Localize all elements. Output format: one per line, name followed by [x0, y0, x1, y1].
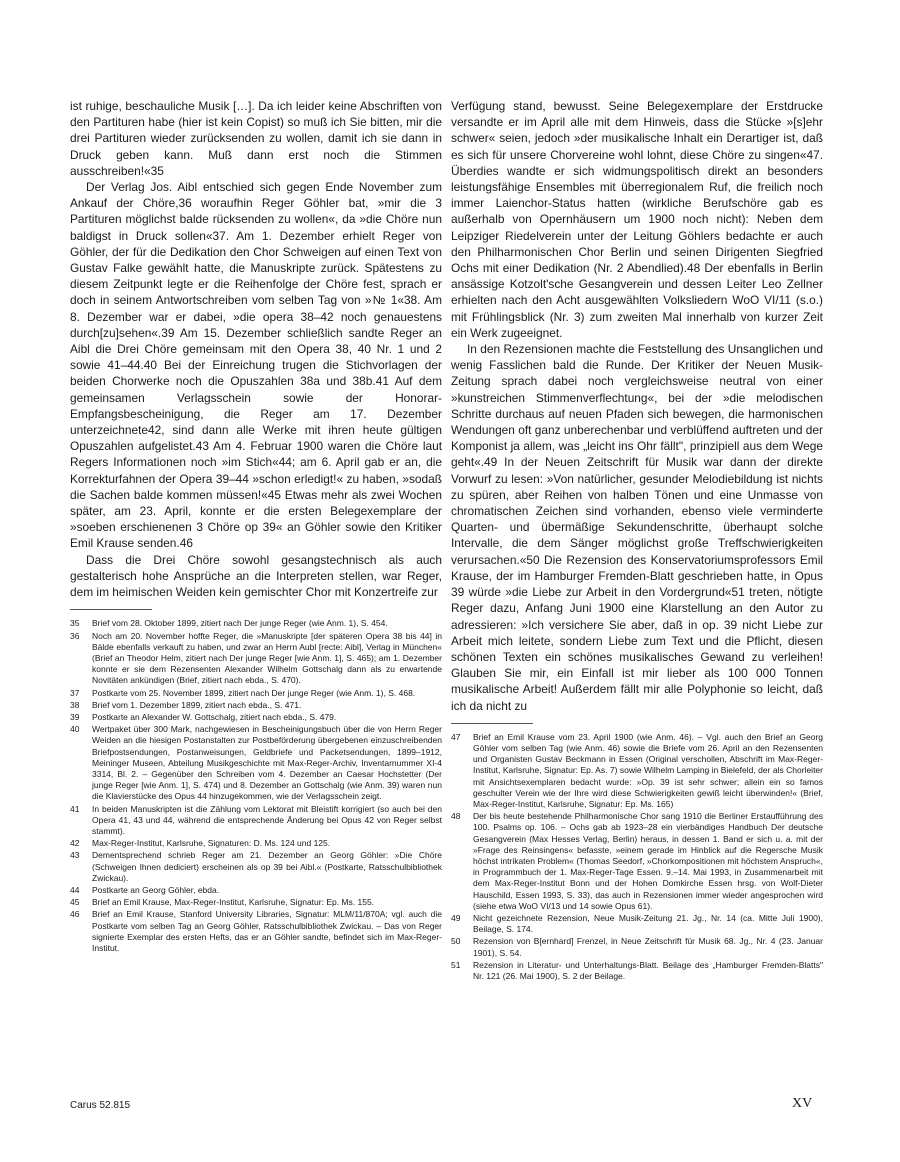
footnote [70, 631, 442, 687]
footnote-text: Brief vom 1. Dezember 1899, zitiert nach ebda., S. 471. [92, 699, 302, 710]
footnote [70, 618, 442, 629]
footnote-number: 45 [70, 897, 80, 908]
footnote-number: 39 [70, 711, 80, 722]
left-body-text [70, 98, 442, 600]
footnote-text: Postkarte an Georg Göhler, ebda. [92, 884, 220, 895]
footnote [451, 913, 823, 935]
footnote-text: Postkarte an Alexander W. Gottschalg, zitiert nach ebda., S. 479. [92, 711, 337, 722]
footnote [70, 804, 442, 838]
footnote-number: 43 [70, 850, 80, 861]
page-number: XV [792, 1096, 813, 1111]
footnote-rule [451, 723, 533, 724]
footnote [70, 724, 442, 802]
footnote-number: 40 [70, 724, 80, 735]
footnote [70, 700, 442, 711]
footnote-text: Brief an Emil Krause vom 23. April 1900 (wie Anm. 46). – Vgl. auch den Brief an Georg Göhler vom selben Tag (wie Anm. 46) sowie die Briefe vom 26. April an den Rezensenten und Organisten Gustav Beckmann in Essen (Original verschollen, Abschrift im Max-Reger-Institut, Karlsruhe, Signatur: Ep. As. 7) sowie Wilhelm Lamping in Bielefeld, der als Chorleiter mit Ansichtsexemplaren bedacht wurde: »Op. 39 ist sehr schwer; allein ein so famos geschulter Verein wie der Ihre wird diese Schwierigkeiten gewiß leicht überwinden!« (Brief, Max-Reger-Institut, Karlsruhe, Signatur: Ep. Ms. 165) [473, 731, 823, 809]
footnote-text: Max-Reger-Institut, Karlsruhe, Signaturen: D. Ms. 124 und 125. [92, 838, 331, 849]
paragraph: Verfügung stand, bewusst. Seine Belegexemplare der Erstdrucke versandte er im April alle mit dem Hinweis, dass die Stücke »[s]ehr schwer« seien, jedoch »der musikalische Inhalt ein Derartiger ist, daß es sich für unsere Chorvereine wohl lohnt, diese Chöre zu singen«47. Überdies wandte er sich widmungspolitisch direkt an besonders leistungsfähige Ensembles mit überregionalem Ruf, die freilich noch immer Laienchor-Status hatten (wirkliche Berufschöre gab es außerhalb von Opernhäusern um 1900 noch nicht): Neben dem Leipziger Riedelverein unter der Leitung Göhlers bedachte er auch den Philharmonischen Chor Berlin und seinen Dirigenten Siegfried Ochs mit einer Dedikation (Nr. 2 Abendlied).48 Der ebenfalls in Berlin ansässige Kotzolt'sche Gesangverein und dessen Leiter Leo Zellner erhielten nach den Acht ausgewählten Volksliedern WoO VI/11 (s.o.) mit Frühlingsblick (Nr. 3) zum zweiten Mal innerhalb von kurzer Zeit ein Werk zugeeignet. [451, 99, 823, 340]
footnote-text: Nicht gezeichnete Rezension, Neue Musik-Zeitung 21. Jg., Nr. 14 (ca. Mitte Juli 1900), Beilage, S. 174. [473, 912, 823, 935]
footnote [451, 811, 823, 912]
footnote-text: Der bis heute bestehende Philharmonische Chor sang 1910 die Berliner Erstaufführung des 100. Psalms op. 106. – Ochs gab ab 1923–28 ein vierbändiges Handbuch Der deutsche Gesangverein (Max Hesses Verlag, Berlin) heraus, in dessen 1. Band er sich u. a. mit der »Frage des Reinsingens« befasste, »einem gerade im Hinblick auf die Regersche Musik höchst intrikaten Problem« (Thomas Seedorf, »Chorkompositionen mit höchstem Anspruch«, in Programmbuch der 1. Max-Reger-Tage Essen. 9.–14. Mai 1993, in Zusammenarbeit mit dem Max-Reger-Institut Bonn und der Hohen Domkirche Essen hrsg. von Wolf-Dieter Hauschild, Essen 1993, S. 33), das auch in Rezensionen immer wieder angesprochen wird (siehe etwa WoO VI/13 und 14 sowie Opus 61). [473, 811, 823, 911]
footnote-number: 44 [70, 884, 80, 895]
paragraph: Der Verlag Jos. Aibl entschied sich gegen Ende November zum Ankauf der Chöre,36 woraufhin Reger Göhler bat, »mir die 3 Partituren möglichst balde rücksenden zu wollen«, da »die Chöre nun baldigst in Druck sollen«37. Am 1. Dezember erhielt Reger von Göhler, der für die Dedikation den Chor Schweigen auf einen Text von Gustav Falke gewählt hatte, die Manuskripte zurück. Spätestens zu diesem Zeitpunkt legte er die Reihenfolge der Chöre fest, sprach er doch in seinem Antwortschreiben vom selben Tag von »№ 1«38. Am 8. Dezember war er dabei, »die opera 38–42 noch genauestens durch[zu]sehen«.39 Am 15. Dezember schließlich sandte Reger an Aibl die Drei Chöre gemeinsam mit den Opera 38, 40 Nr. 1 und 2 sowie 41–44.40 Bei der Einreichung trugen die Stichvorlagen der beiden Chorwerke noch die Opuszahlen 38a und 38b.41 Auf dem gemeinsamen Verlagsschein sowie der Honorar-Empfangsbescheinigung, die Reger am 17. Dezember unterzeichnete42, sind dann alle Werke mit ihren heute gültigen Opuszahlen aufgelistet.43 Am 4. Februar 1900 waren die Chöre laut Regers Informationen noch »im Stich«44; am 6. April gab er an, die Korrekturfahnen der Opera 39–44 »schon erledigt!« zu haben, »sodaß die Sachen balde kommen müssen!«45 Etwas mehr als zwei Wochen später, am 23. April, konnte er die ersten Belegexemplare der »soeben erschienenen 3 Chöre op 39« an Göhler sowie den Kritiker Emil Krause senden.46 [70, 180, 442, 551]
paragraph: Dass die Drei Chöre sowohl gesangstechnisch als auch gestalterisch hohe Ansprüche an die Interpreten stellen, war Reger, dem im heimischen Weiden kein gemischter Chor mit Konzertreife zur [70, 552, 442, 600]
footnote-text: In beiden Manuskripten ist die Zählung vom Lektorat mit Bleistift korrigiert (so auch bei den Opera 41, 43 und 44, während die entsprechende Änderung bei Opus 42 von Reger selbst stammt). [92, 803, 442, 836]
footnote-rule [70, 609, 152, 610]
footnote-text: Rezension von B[ernhard] Frenzel, in Neue Zeitschrift für Musik 68. Jg., Nr. 4 (23. Januar 1901), S. 54. [473, 936, 823, 958]
footnote-number: 51 [451, 959, 461, 970]
left-column [70, 98, 442, 955]
footnote-text: Postkarte vom 25. November 1899, zitiert nach Der junge Reger (wie Anm. 1), S. 468. [92, 687, 416, 698]
footnote-text: Brief an Emil Krause, Stanford University Libraries, Signatur: MLM/11/870A; vgl. auch die Postkarte vom selben Tag an Georg Göhler, Ratsschulbibliothek Zwickau. – Das von Reger signierte Exemplar des ersten Hefts, das er an Göhler sandte, befindet sich im Max-Reger-Institut. [92, 909, 442, 953]
catalog-number: Carus 52.815 [70, 1100, 131, 1111]
footnote [70, 897, 442, 908]
footnote-number: 46 [70, 909, 80, 920]
footnote-number: 47 [451, 731, 461, 742]
footnote-text: Rezension in Literatur- und Unterhaltungs-Blatt. Beilage des „Hamburger Fremden-Blatts" Nr. 121 (26. Mai 1900), S. 2 der Beilage. [473, 959, 823, 981]
footnote-number: 42 [70, 838, 80, 849]
footnote-number: 37 [70, 687, 80, 698]
footnote-text: Wertpaket über 300 Mark, nachgewiesen in Bescheinigungsbuch über die von Herrn Reger Weiden an die hiesigen Postanstalten zur Postbeförderung übergebenen einzuschreibenden Briefpostsendungen, Postanweisungen, Geldbriefe und Packetsendungen, 1899–1912, Meininger Museen, Abteilung Musikgeschichte mit Max-Reger-Archiv, Inventarnummer XI-4 3314, Bl. 2. – Gegenüber den Schreiben vom 4. Dezember an Caesar Hochstetter (Der junge Reger [wie Anm. 1], S. 474) und 8. Dezember an Gottschalg (wie Anm. 39) waren nun die Klavierstücke des Opus 44 hinzugekommen, wie der Verlagsschein zeigt. [92, 724, 442, 802]
footnote-number: 36 [70, 630, 80, 641]
footnote [451, 732, 823, 810]
footnote-number: 48 [451, 811, 461, 822]
footnote [70, 712, 442, 723]
footnote [451, 960, 823, 982]
footnote-number: 35 [70, 618, 80, 629]
paragraph: In den Rezensionen machte die Feststellung des Unsanglichen und wenig Fasslichen bald die Runde. Der Kritiker der Neuen Musik-Zeitung sprach dabei noch vergleichsweise neutral von einer »kunstreichen Stimmenverflechtung«, bei der »die melodischen Schritte durchaus auf neuen Pfaden sich bewegen, die harmonischen Wendungen oft ganz unberechenbar und verblüffend auftreten und der Komponist ja allem, was „leicht ins Ohr fällt", prinzipiell aus dem Wege geht«.49 In der Neuen Zeitschrift für Musik war dann der direkte Vorwurf zu lesen: »Von natürlicher, gesunder Melodiebildung ist nichts zu spüren, aber Reihen von halben Tönen und eine Unmasse von chromatischen Zeichen sind vorhanden, ebenso viele verminderte Quarten- und übermäßige Sekundenschritte, überhaupt solche Intervalle, die dem Sänger möglichst große Treffschwierigkeiten verursachen.«50 Die Rezension des Konservatoriumsprofessors Emil Krause, der im Hamburger Fremden-Blatt geschrieben hatte, in Opus 39 würde »die Liebe zur Arbeit in den Vordergrund«51 treten, nötigte Reger dazu, Anfang Juni 1900 eine Klarstellung an den Autor zu adressieren: »Ich versichere Sie aber, daß in op. 39 nicht Liebe zur Arbeit mich leitete, sondern Liebe zum Text und die Pflicht, diesen schönen Texten ein schönes musikalisches Gewand zu verleihen! Glauben Sie mir, ein Einfall ist mir lieber als 100 000 Tonnen musikalische Arbeit! Außerdem fällt mir alle Polyphonie so leicht, daß ich da nicht zu [451, 342, 823, 713]
footnote-number: 49 [451, 912, 461, 923]
footnote [70, 885, 442, 896]
left-footnotes [70, 618, 442, 954]
footnote [70, 838, 442, 849]
footnote [451, 936, 823, 958]
footnote [70, 850, 442, 884]
right-body-text [451, 98, 823, 714]
footnote-text: Brief an Emil Krause, Max-Reger-Institut, Karlsruhe, Signatur: Ep. Ms. 155. [92, 897, 375, 908]
right-column [451, 98, 823, 983]
footnote-text: Dementsprechend schrieb Reger am 21. Dezember an Georg Göhler: »Die Chöre (Schweigen Ihnen dediciert) erscheinen als op 39 bei Aibl.« (Postkarte, Ratsschulbibliothek Zwickau). [92, 850, 442, 883]
footnote-text: Noch am 20. November hoffte Reger, die »Manuskripte [der späteren Opera 38 bis 44] in Bälde ebenfalls verkauft zu haben, und zwar an Herrn Aubl [recte: Aibl], Verlag in München« (Brief an Theodor Helm, zitiert nach Der junge Reger [wie Anm. 1], S. 465); am 1. Dezember konnte er sie dem Rezensenten Alexander Wilhelm Gottschalg dann als zu erwartende Novitäten ankündigen (Brief, zitiert nach ebda., S. 470). [92, 630, 442, 686]
footnote-number: 38 [70, 699, 80, 710]
footnote-text: Brief vom 28. Oktober 1899, zitiert nach Der junge Reger (wie Anm. 1), S. 454. [92, 618, 388, 629]
footnote [70, 909, 442, 954]
footnote [70, 688, 442, 699]
right-footnotes [451, 732, 823, 982]
footnote-number: 50 [451, 936, 461, 947]
footnote-number: 41 [70, 803, 80, 814]
paragraph: ist ruhige, beschauliche Musik […]. Da ich leider keine Abschriften von den Partituren habe (hier ist kein Copist) so muß ich Sie bitten, mir die drei Partituren wieder zurücksenden zu wollen, damit ich sie dann in Druck geben kann. Muß dann erst noch die Stimmen ausschreiben!«35 [70, 99, 442, 178]
